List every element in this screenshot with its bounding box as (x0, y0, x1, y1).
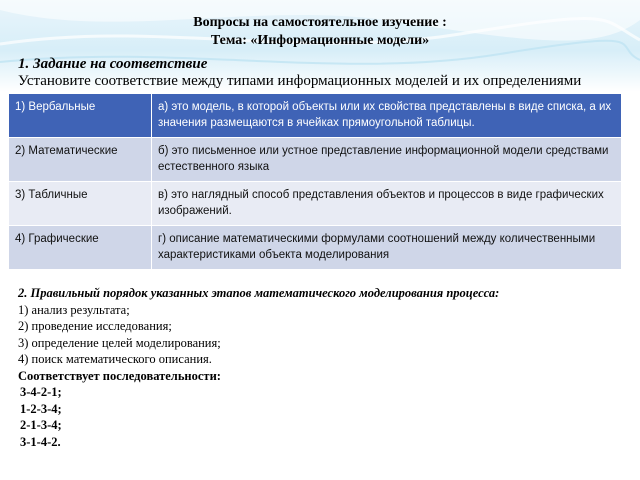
model-type-cell: 3) Табличные (9, 182, 152, 226)
answer-option: 3-4-2-1; (20, 385, 62, 399)
sequence-label: Соответствует последовательности: (18, 368, 221, 383)
table-row (9, 94, 622, 138)
answer-option: 2-1-3-4; (20, 418, 62, 432)
task1-title: 1. Задание на соответствие (18, 56, 208, 72)
definition-cell: б) это письменное или устное представление информационной модели средствами естественного языка (152, 138, 622, 182)
task1-instruction: Установите соответствие между типами информационных моделей и их определениями (18, 73, 582, 89)
definition-cell: а) это модель, в которой объекты или их свойства представлены в виде списка, а их значения размещаются в ячейках прямоугольной таблицы. (152, 94, 622, 138)
table-row (9, 226, 622, 270)
header-topic: Тема: «Информационные модели» (210, 33, 430, 48)
model-type-cell: 4) Графические (9, 226, 152, 270)
matching-table (8, 93, 622, 270)
definition-cell: в) это наглядный способ представления объектов и процессов в виде графических изображений. (152, 182, 622, 226)
list-item: 3) определение целей моделирования; (18, 335, 221, 350)
table-row (9, 182, 622, 226)
answer-option: 1-2-3-4; (20, 401, 62, 416)
page-header (0, 14, 640, 50)
list-item: 1) анализ результата; (18, 302, 130, 317)
model-type-cell: 2) Математические (9, 138, 152, 182)
header-title: Вопросы на самостоятельное изучение : (193, 15, 447, 30)
task2-title: 2. Правильный порядок указанных этапов математического моделирования процесса: (18, 286, 500, 300)
definition-cell: г) описание математическими формулами соотношений между количественными характеристиками объекта моделирования (152, 226, 622, 270)
list-item: 4) поиск математического описания. (18, 352, 212, 366)
model-type-cell: 1) Вербальные (9, 94, 152, 138)
list-item: 2) проведение исследования; (18, 319, 172, 333)
task2-section (18, 285, 499, 450)
table-row (9, 138, 622, 182)
answer-option: 3-1-4-2. (20, 434, 61, 449)
